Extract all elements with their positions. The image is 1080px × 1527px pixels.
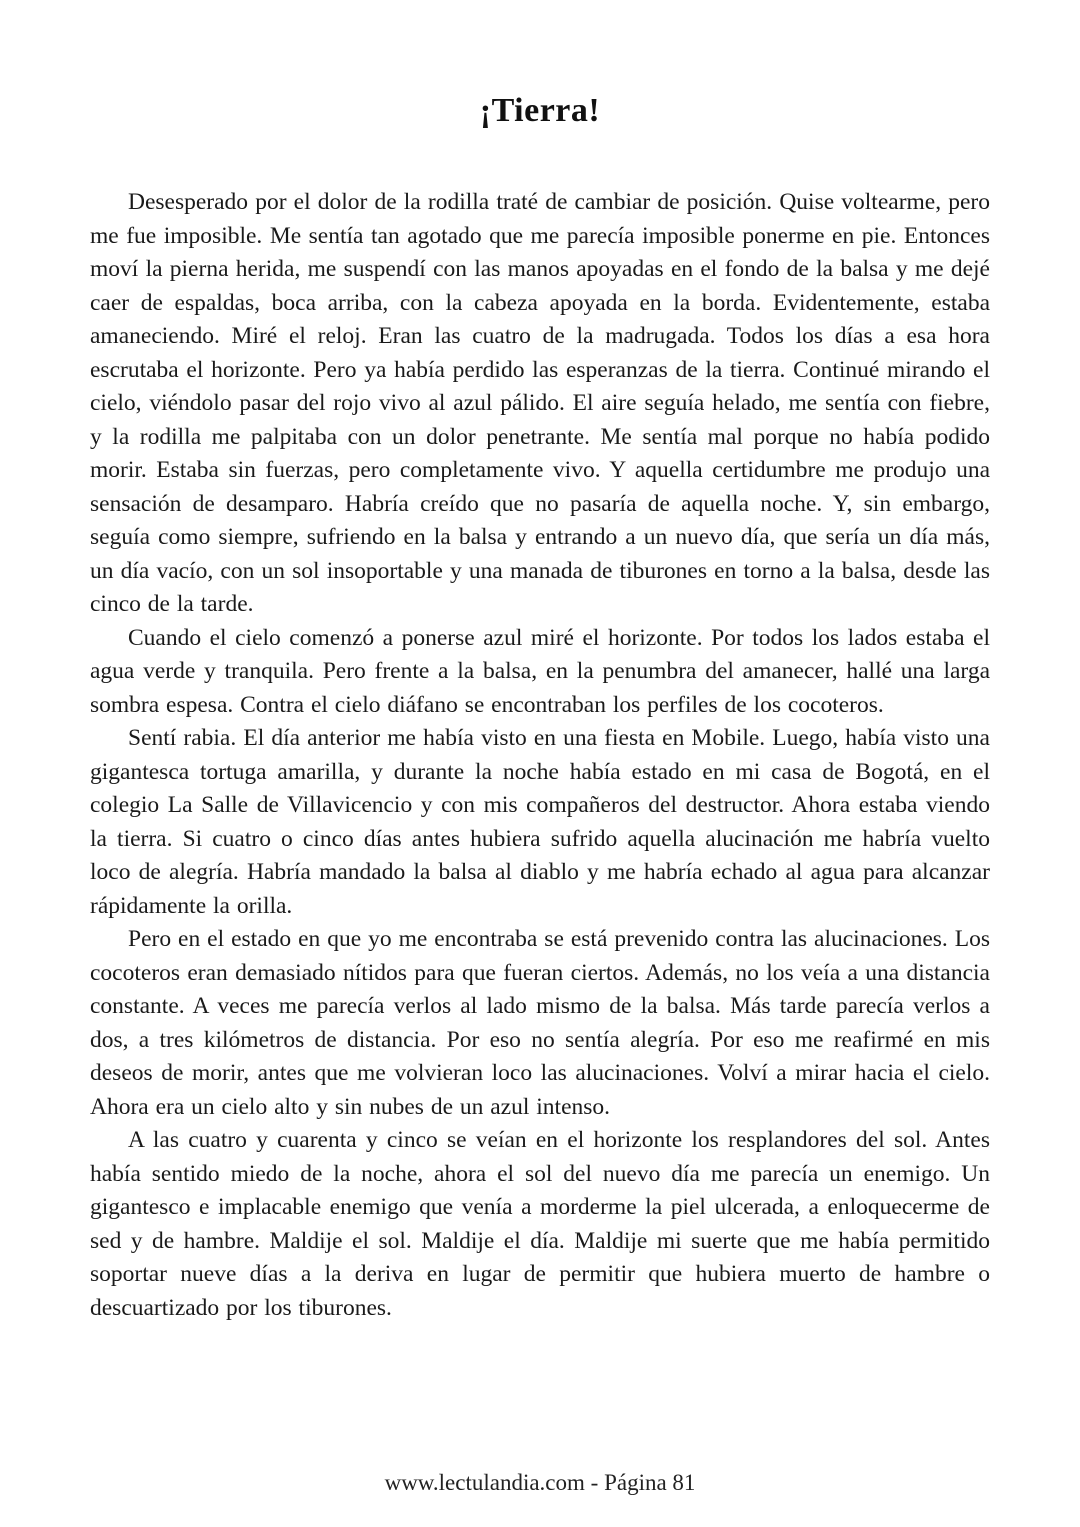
chapter-title: ¡Tierra! [479,92,601,129]
paragraph-3: Sentí rabia. El día anterior me había visto en una fiesta en Mobile. Luego, había visto una gigantesca tortuga amarilla, y durante la noche había estado en mi casa de Bogotá, en el colegio La Salle de Villavicencio y con mis compañeros del destructor. Ahora estaba viendo la tierra. Si cuatro o cinco días antes hubiera sufrido aquella alucinación me habría vuelto loco de alegría. Habría mandado la balsa al diablo y me habría echado al agua para alcanzar rápidamente la orilla. [90,725,990,919]
paragraph-2: Cuando el cielo comenzó a ponerse azul miré el horizonte. Por todos los lados estaba el agua verde y tranquila. Pero frente a la balsa, en la penumbra del amanecer, hallé una larga sombra espesa. Contra el cielo diáfano se encontraban los perfiles de los cocoteros. [90,624,990,718]
paragraph-4: Pero en el estado en que yo me encontraba se está prevenido contra las alucinaciones. Los cocoteros eran demasiado nítidos para que fueran ciertos. Además, no los veía a una distancia constante. A veces me parecía verlos al lado mismo de la balsa. Más tarde parecía verlos a dos, a tres kilómetros de distancia. Por eso no sentía alegría. Por eso me reafirmé en mis deseos de morir, antes que me volvieran loco las alucinaciones. Volví a mirar hacia el cielo. Ahora era un cielo alto y sin nubes de un azul intenso. [90,926,990,1120]
paragraph-5: A las cuatro y cuarenta y cinco se veían en el horizonte los resplandores del sol. Antes había sentido miedo de la noche, ahora el sol del nuevo día me parecía un enemigo. Un gigantesco e implacable enemigo que venía a morderme la piel ulcerada, a enloquecerme de sed y de hambre. Maldije el sol. Maldije el día. Maldije mi suerte que me había permitido soportar nueve días a la deriva en lugar de permitir que hubiera muerto de hambre o descuartizado por los tiburones. [90,1127,990,1321]
footer-text: www.lectulandia.com - Página 81 [384,1470,696,1495]
paragraph-1: Desesperado por el dolor de la rodilla traté de cambiar de posición. Quise voltearme, pero me fue imposible. Me sentía tan agotado que me parecía imposible ponerme en pie. Entonces moví la pierna herida, me suspendí con las manos apoyadas en el fondo de la balsa y me dejé caer de espaldas, boca arriba, con la cabeza apoyada en la borda. Evidentemente, estaba amaneciendo. Miré el reloj. Eran las cuatro de la madrugada. Todos los días a esa hora escrutaba el horizonte. Pero ya había perdido las esperanzas de la tierra. Continué mirando el cielo, viéndolo pasar del rojo vivo al azul pálido. El aire seguía helado, me sentía con fiebre, y la rodilla me palpitaba con un dolor penetrante. Me sentía mal porque no había podido morir. Estaba sin fuerzas, pero completamente vivo. Y aquella certidumbre me produjo una sensación de desamparo. Habría creído que no pasaría de aquella noche. Y, sin embargo, seguía como siempre, sufriendo en la balsa y entrando a un nuevo día, que sería un día más, un día vacío, con un sol insoportable y una manada de tiburones en torno a la balsa, desde las cinco de la tarde. [90,189,990,617]
body-text [90,186,990,1325]
